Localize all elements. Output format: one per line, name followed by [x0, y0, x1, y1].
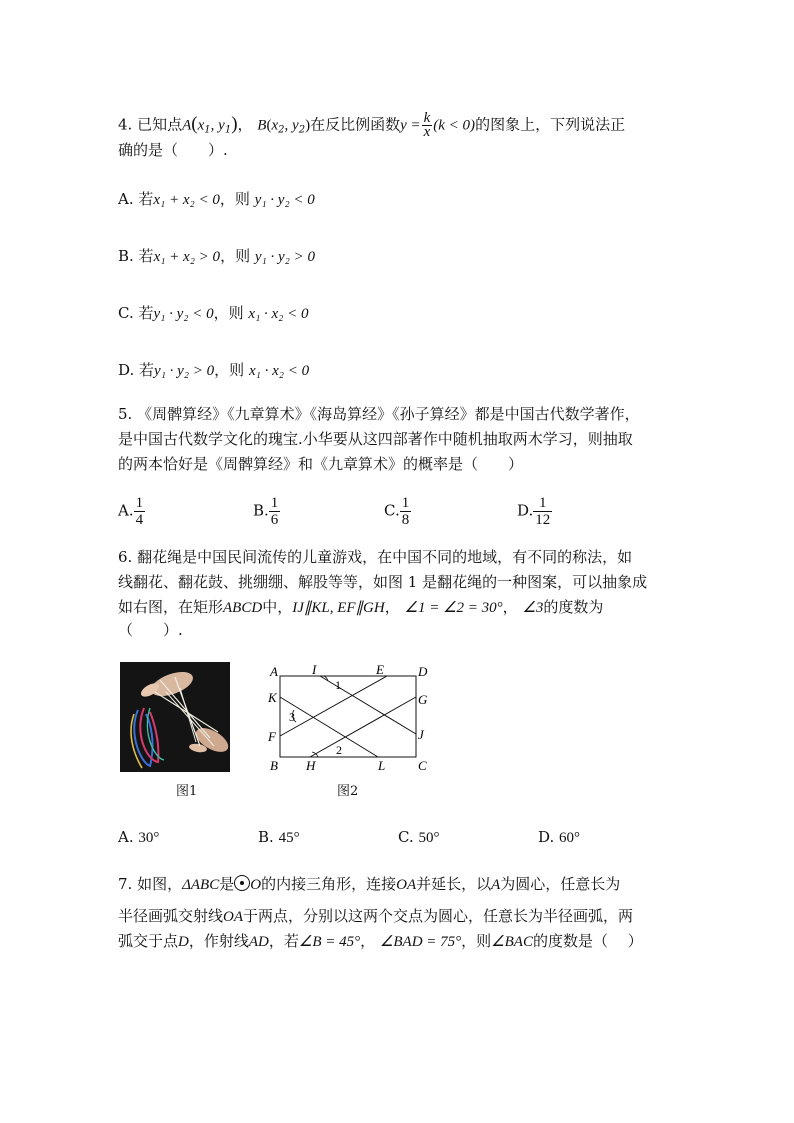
angle-3-label: 3: [289, 710, 295, 724]
label-e: E: [376, 662, 384, 677]
circle-dot-icon: [234, 875, 250, 891]
angle-2-label: 2: [336, 743, 342, 757]
string-figure-photo: [120, 662, 230, 772]
label-d: D: [418, 664, 428, 679]
q6-line2: 线翻花、翻花鼓、挑绷绷、解股等等，如图 1 是翻花绳的一种图案，可以抽象成: [118, 573, 648, 591]
label-l: L: [378, 758, 386, 773]
q6-option-c: C. 50°: [398, 828, 440, 846]
label-i: I: [312, 662, 317, 677]
q4-option-a: A. 若x₁ + x₂ < 0，则 y₁ · y₂ < 0: [118, 190, 315, 208]
q4-option-d: D. 若y₁ · y₂ > 0，则 x₁ · x₂ < 0: [118, 361, 310, 379]
q6-line4: （ ）.: [118, 621, 183, 639]
figure1-caption: 图1: [176, 784, 198, 799]
label-k: K: [268, 690, 277, 705]
q5-option-c: C. $\frac{1}{8}$: [384, 495, 410, 528]
q7-line1: 7. 如图，ΔABC是 O的内接三角形，连接OA并延长，以A为圆心，任意长为: [118, 875, 621, 893]
q6-option-d: D. 60°: [538, 828, 581, 846]
figure2-caption: 图2: [337, 784, 359, 799]
q4-line1: 4. 已知点$A(x_1$, $y_1$)， $B(x_2$, $y_2$)在反比例函数y = $\frac{k}{x}$ (k < 0)的图象上，下列说法正: [118, 110, 626, 140]
q5-line1: 5. 《周髀算经》《九章算术》《海岛算经》《孙子算经》都是中国古代数学著作，: [118, 405, 640, 423]
label-a: A: [270, 664, 278, 679]
label-b: B: [270, 758, 278, 773]
q6-option-a: A. 30°: [118, 828, 160, 846]
q6-line1: 6. 翻花绳是中国民间流传的儿童游戏，在中国不同的地域，有不同的称法，如: [118, 548, 633, 566]
angle-1-label: 1: [335, 678, 341, 692]
label-c: C: [418, 758, 427, 773]
q5-line2: 是中国古代数学文化的瑰宝.小华要从这四部著作中随机抽取两木学习，则抽取: [118, 430, 633, 448]
q5-option-b: B. $\frac{1}{6}$: [253, 495, 279, 528]
q5-option-a: A. $\frac{1}{4}$: [118, 495, 144, 528]
q4-option-c: C. 若y₁ · y₂ < 0，则 x₁ · x₂ < 0: [118, 304, 309, 322]
q6-line3: 如右图，在矩形ABCD中，IJ∥KL, EF∥GH， ∠1 = ∠2 = 30°， ∠3的度数为: [118, 598, 604, 616]
q6-option-b: B. 45°: [258, 828, 300, 846]
k-over-x: $\frac{k}{x}$: [423, 110, 431, 140]
q5-option-d: D. $\frac{1}{12}$: [517, 495, 551, 528]
q5-line3: 的两本恰好是《周髀算经》和《九章算术》的概率是（ ）: [118, 455, 524, 473]
label-f: F: [268, 729, 276, 744]
label-j: J: [418, 727, 424, 742]
label-h: H: [306, 758, 316, 773]
q4-line2: 确的是（ ）.: [118, 141, 228, 159]
q7-line3: 弧交于点D，作射线AD，若∠B = 45°， ∠BAD = 75°，则∠BAC的度数是（ ）: [118, 932, 643, 950]
q7-line2: 半径画弧交射线OA于两点，分别以这两个交点为圆心，任意长为半径画弧，两: [118, 907, 634, 925]
rectangle-diagram: [262, 660, 437, 775]
q4-option-b: B. 若x₁ + x₂ > 0，则 y₁ · y₂ > 0: [118, 247, 315, 265]
label-g: G: [418, 692, 428, 707]
